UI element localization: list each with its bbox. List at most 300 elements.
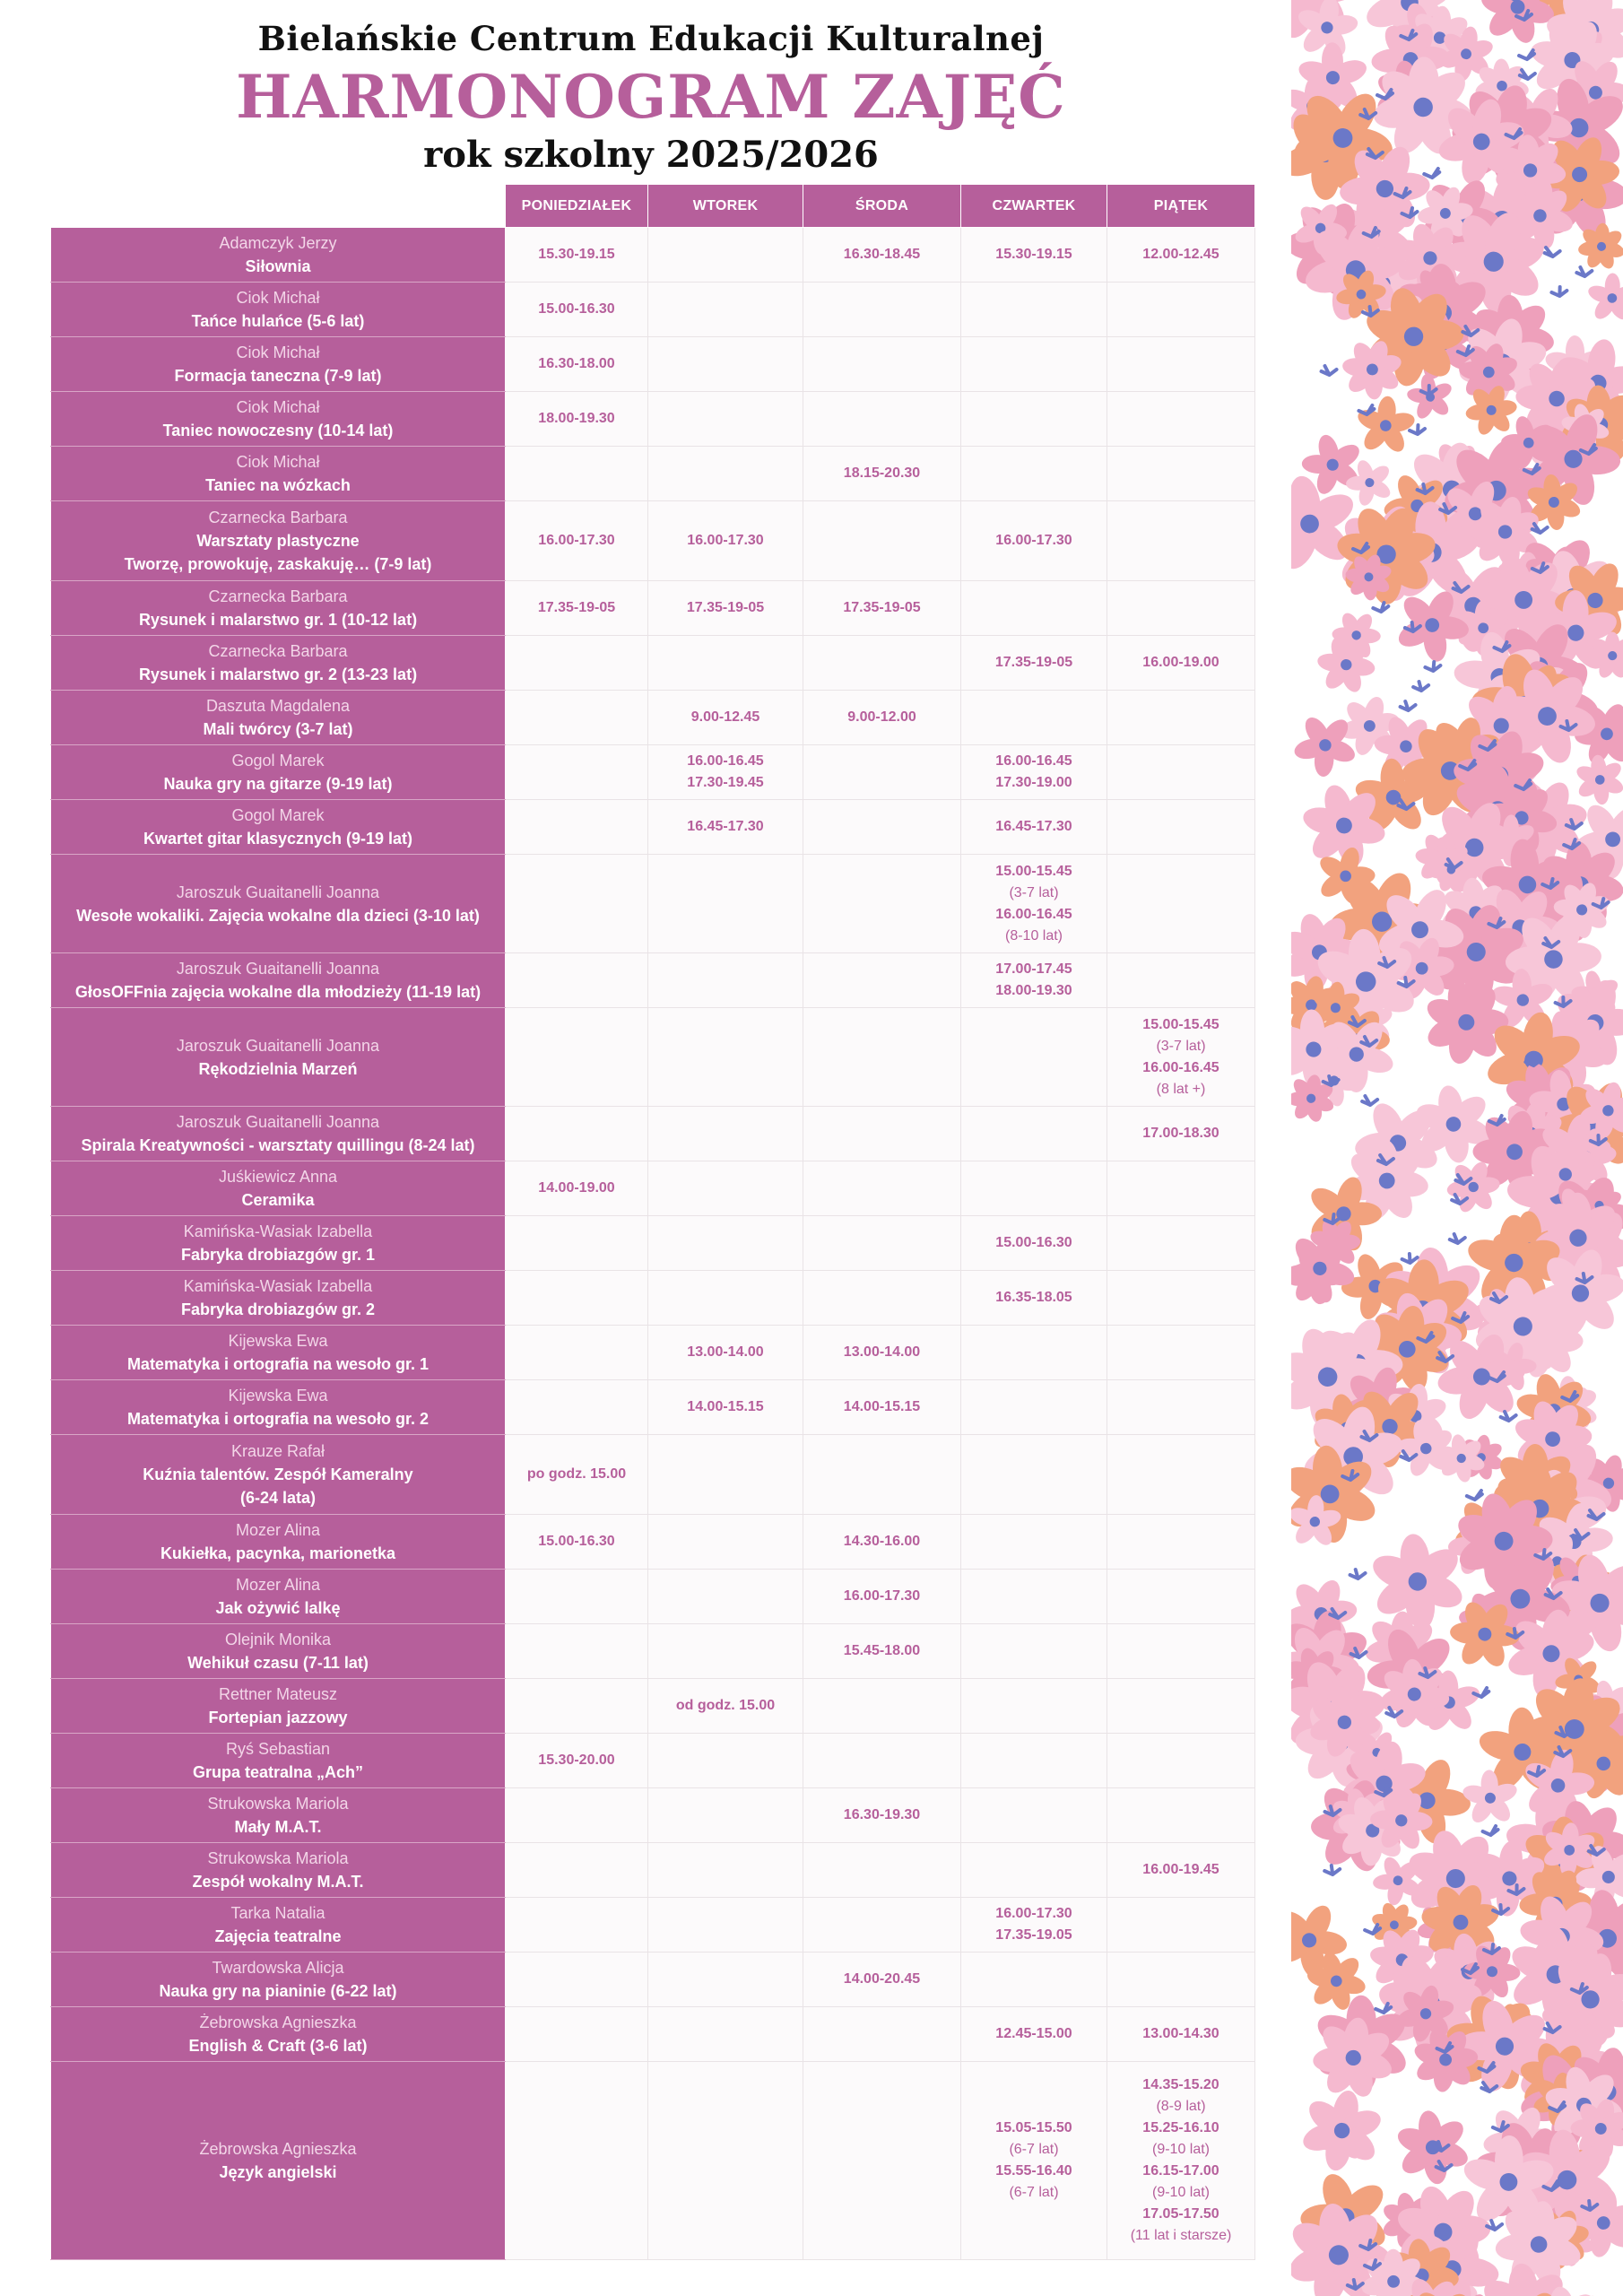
day-header-monday: PONIEDZIAŁEK <box>506 185 648 228</box>
time-cell-thursday <box>961 447 1107 501</box>
activity-cell <box>51 1435 506 1515</box>
time-cell-monday <box>506 1161 648 1216</box>
time-cell-tuesday <box>648 2062 803 2260</box>
time-slot: 16.30-18.00 <box>538 356 615 371</box>
page-title: HARMONOGRAM ZAJĘĆ <box>236 62 1066 132</box>
activity-cell <box>51 392 506 447</box>
petal <box>1596 2292 1623 2296</box>
time-cell-monday <box>506 2062 648 2260</box>
time-slot: 17.35-19-05 <box>994 655 1073 670</box>
schedule-row <box>51 447 1255 501</box>
activity-name: Fabryka drobiazgów gr. 2 <box>180 1300 376 1318</box>
time-slot: 17.30-19.00 <box>995 775 1072 790</box>
activity-cell <box>51 1843 506 1898</box>
time-cell-wednesday <box>803 636 961 691</box>
floral-border <box>1291 0 1623 2296</box>
time-cell-thursday <box>961 1271 1107 1326</box>
time-slot: 15.05-15.50 <box>995 2120 1072 2135</box>
time-cell-thursday <box>961 1326 1107 1380</box>
time-slot: 17.35-19.05 <box>995 1927 1072 1943</box>
activity-cell <box>51 228 506 283</box>
time-cell-friday <box>1107 2062 1255 2260</box>
schedule-row <box>51 745 1255 800</box>
blue-stamen <box>1413 682 1428 691</box>
instructor-name: Ciok Michał <box>236 453 320 471</box>
time-cell-thursday <box>961 691 1107 745</box>
time-cell-wednesday <box>803 1679 961 1734</box>
activity-cell <box>51 1570 506 1624</box>
time-slot: 14.30-16.00 <box>843 1534 921 1549</box>
time-slot: 16.00-19.00 <box>1142 655 1219 670</box>
activity-cell <box>51 1161 506 1216</box>
time-slot: 15.00-16.30 <box>995 1235 1072 1250</box>
instructor-name: Żebrowska Agnieszka <box>199 2013 357 2031</box>
time-cell-tuesday <box>648 1898 803 1952</box>
instructor-name: Gogol Marek <box>231 806 325 824</box>
schedule-body <box>51 228 1255 2260</box>
corner-cell <box>51 185 506 228</box>
time-cell-friday <box>1107 1326 1255 1380</box>
time-cell-thursday <box>961 501 1107 581</box>
activity-name: Formacja taneczna (7-9 lat) <box>174 367 382 385</box>
schedule-row <box>51 1161 1255 1216</box>
time-cell-tuesday <box>648 1435 803 1515</box>
time-slot: 18.00-19.30 <box>538 411 615 426</box>
time-cell-wednesday <box>803 1216 961 1271</box>
instructor-name: Czarnecka Barbara <box>208 642 348 660</box>
blue-stamen <box>1483 1826 1498 1835</box>
time-cell-thursday <box>961 1843 1107 1898</box>
time-cell-monday <box>506 2007 648 2062</box>
time-cell-friday <box>1107 953 1255 1008</box>
day-header-friday: PIĄTEK <box>1107 185 1255 228</box>
instructor-name: Ciok Michał <box>236 344 320 361</box>
time-cell-friday <box>1107 2007 1255 2062</box>
activity-cell <box>51 1679 506 1734</box>
time-cell-wednesday <box>803 1570 961 1624</box>
time-slot: 17.35-19-05 <box>843 600 921 615</box>
time-cell-monday <box>506 581 648 636</box>
activity-cell <box>51 1952 506 2007</box>
time-cell-friday <box>1107 1161 1255 1216</box>
time-cell-thursday <box>961 1570 1107 1624</box>
time-slot: 17.30-19.45 <box>687 775 764 790</box>
time-cell-wednesday <box>803 337 961 392</box>
time-cell-tuesday <box>648 1624 803 1679</box>
time-cell-thursday <box>961 392 1107 447</box>
instructor-name: Żebrowska Agnieszka <box>199 2140 357 2158</box>
time-cell-thursday <box>961 337 1107 392</box>
time-slot: 16.00-17.30 <box>538 533 615 548</box>
time-cell-friday <box>1107 1843 1255 1898</box>
schedule-row <box>51 1679 1255 1734</box>
schedule-row <box>51 1898 1255 1952</box>
time-cell-monday <box>506 1271 648 1326</box>
instructor-name: Gogol Marek <box>231 752 325 770</box>
time-cell-monday <box>506 337 648 392</box>
schedule-row <box>51 1271 1255 1326</box>
schedule-row <box>51 337 1255 392</box>
time-cell-friday <box>1107 1679 1255 1734</box>
time-cell-monday <box>506 1898 648 1952</box>
schedule-row <box>51 2062 1255 2260</box>
time-cell-thursday <box>961 1008 1107 1107</box>
time-cell-monday <box>506 855 648 953</box>
time-cell-thursday <box>961 581 1107 636</box>
activity-name: Fortepian jazzowy <box>208 1709 348 1726</box>
schedule-row <box>51 1326 1255 1380</box>
time-cell-tuesday <box>648 1952 803 2007</box>
time-cell-tuesday <box>648 1271 803 1326</box>
activity-cell <box>51 1898 506 1952</box>
blue-stamen <box>1487 2221 1502 2230</box>
time-cell-friday <box>1107 1107 1255 1161</box>
time-slot: 15.00-15.45 <box>995 863 1072 879</box>
activity-cell <box>51 1380 506 1435</box>
activity-cell <box>51 2007 506 2062</box>
time-cell-tuesday <box>648 447 803 501</box>
time-cell-wednesday <box>803 691 961 745</box>
center-name: Bielańskie Centrum Edukacji Kulturalnej <box>257 19 1045 58</box>
time-slot: po godz. 15.00 <box>526 1466 627 1482</box>
activity-cell <box>51 1271 506 1326</box>
time-cell-tuesday <box>648 337 803 392</box>
activity-cell <box>51 581 506 636</box>
age-group: (8 lat +) <box>1156 1081 1206 1097</box>
activity-name: Rysunek i malarstwo gr. 1 (10-12 lat) <box>138 611 418 629</box>
time-cell-wednesday <box>803 1008 961 1107</box>
time-slot: 17.35-19-05 <box>686 600 765 615</box>
time-cell-friday <box>1107 283 1255 337</box>
instructor-name: Kijewska Ewa <box>228 1332 328 1350</box>
time-cell-monday <box>506 745 648 800</box>
time-cell-tuesday <box>648 1515 803 1570</box>
time-cell-thursday <box>961 953 1107 1008</box>
schedule-row <box>51 1952 1255 2007</box>
time-cell-monday <box>506 1326 648 1380</box>
time-cell-wednesday <box>803 855 961 953</box>
time-cell-thursday <box>961 1898 1107 1952</box>
time-cell-friday <box>1107 337 1255 392</box>
time-slot: 17.05-17.50 <box>1142 2206 1219 2222</box>
time-cell-friday <box>1107 1515 1255 1570</box>
blue-stamen <box>1545 248 1560 257</box>
time-cell-wednesday <box>803 1107 961 1161</box>
time-cell-thursday <box>961 800 1107 855</box>
time-cell-thursday <box>961 1679 1107 1734</box>
time-cell-wednesday <box>803 1271 961 1326</box>
time-cell-thursday <box>961 2062 1107 2260</box>
time-cell-wednesday <box>803 447 961 501</box>
schedule-row <box>51 2007 1255 2062</box>
school-year: rok szkolny 2025/2026 <box>423 134 879 176</box>
blue-stamen <box>1520 70 1535 79</box>
time-cell-wednesday <box>803 1326 961 1380</box>
time-slot: 16.45-17.30 <box>687 819 764 834</box>
time-cell-monday <box>506 800 648 855</box>
time-cell-monday <box>506 1679 648 1734</box>
time-cell-tuesday <box>648 691 803 745</box>
activity-name: Fabryka drobiazgów gr. 1 <box>180 1246 376 1264</box>
activity-name: Jak ożywić lalkę <box>215 1599 341 1617</box>
activity-name: Rysunek i malarstwo gr. 2 (13-23 lat) <box>138 665 418 683</box>
activity-name: Siłownia <box>245 257 311 275</box>
time-cell-tuesday <box>648 1679 803 1734</box>
time-slot: 14.00-19.00 <box>538 1180 615 1196</box>
activity-name: Matematyka i ortografia na wesoło gr. 2 <box>126 1410 430 1428</box>
time-cell-monday <box>506 1734 648 1788</box>
time-slot: 15.30-19.15 <box>995 247 1072 262</box>
time-slot: 18.15-20.30 <box>843 465 921 481</box>
time-cell-friday <box>1107 855 1255 953</box>
instructor-name: Twardowska Alicja <box>212 1959 344 1977</box>
time-cell-monday <box>506 392 648 447</box>
activity-name: Warsztaty plastyczne <box>196 532 360 550</box>
time-slot: 16.35-18.05 <box>995 1290 1072 1305</box>
time-cell-monday <box>506 1107 648 1161</box>
time-cell-thursday <box>961 636 1107 691</box>
time-cell-wednesday <box>803 1788 961 1843</box>
time-cell-tuesday <box>648 953 803 1008</box>
activity-name: Nauka gry na pianinie (6-22 lat) <box>159 1982 397 2000</box>
time-cell-monday <box>506 1380 648 1435</box>
day-header-wednesday: ŚRODA <box>803 185 961 228</box>
age-group: (9-10 lat) <box>1151 2185 1211 2200</box>
age-group: (8-10 lat) <box>1004 927 1063 944</box>
schedule-row <box>51 392 1255 447</box>
time-cell-monday <box>506 447 648 501</box>
instructor-name: Tarka Natalia <box>230 1904 325 1922</box>
time-cell-monday <box>506 1624 648 1679</box>
schedule-row <box>51 283 1255 337</box>
schedule-row <box>51 581 1255 636</box>
activity-name: Wehikuł czasu (7-11 lat) <box>187 1654 369 1672</box>
time-cell-thursday <box>961 1380 1107 1435</box>
instructor-name: Jaroszuk Guaitanelli Joanna <box>176 883 380 901</box>
time-cell-tuesday <box>648 1734 803 1788</box>
instructor-name: Mozer Alina <box>235 1521 321 1539</box>
activity-name: English & Craft (3-6 lat) <box>188 2037 368 2055</box>
schedule-row <box>51 1788 1255 1843</box>
instructor-name: Adamczyk Jerzy <box>219 234 337 252</box>
blue-stamen <box>1401 701 1416 710</box>
time-cell-friday <box>1107 1380 1255 1435</box>
time-slot: 16.15-17.00 <box>1142 2163 1219 2179</box>
time-slot: 15.45-18.00 <box>843 1643 921 1658</box>
time-slot: 16.45-17.30 <box>995 819 1072 834</box>
time-slot: 13.00-14.30 <box>1142 2026 1219 2041</box>
time-cell-wednesday <box>803 745 961 800</box>
time-slot: 16.30-18.45 <box>843 247 921 262</box>
activity-name: GłosOFFnia zajęcia wokalne dla młodzieży (11-19 lat) <box>74 983 482 1001</box>
time-cell-thursday <box>961 283 1107 337</box>
age-group: (6-7 lat) <box>1009 2185 1059 2200</box>
time-slot: 13.00-14.00 <box>687 1344 764 1360</box>
instructor-name: Jaroszuk Guaitanelli Joanna <box>176 1036 380 1055</box>
time-slot: 17.00-18.30 <box>1142 1126 1219 1141</box>
time-cell-thursday <box>961 228 1107 283</box>
schedule-table <box>50 184 1255 2260</box>
time-cell-thursday <box>961 1515 1107 1570</box>
time-cell-tuesday <box>648 228 803 283</box>
time-cell-monday <box>506 1216 648 1271</box>
activity-cell <box>51 337 506 392</box>
blue-stamen <box>1425 662 1440 671</box>
time-cell-thursday <box>961 1107 1107 1161</box>
time-cell-monday <box>506 636 648 691</box>
time-cell-friday <box>1107 1271 1255 1326</box>
time-slot: 15.00-16.30 <box>538 301 615 317</box>
page-header <box>50 16 1252 178</box>
time-cell-tuesday <box>648 392 803 447</box>
activity-cell <box>51 1624 506 1679</box>
instructor-name: Kamińska-Wasiak Izabella <box>183 1277 373 1295</box>
instructor-name: Daszuta Magdalena <box>205 697 351 715</box>
time-cell-wednesday <box>803 283 961 337</box>
activity-cell <box>51 953 506 1008</box>
flower-shape <box>1291 2078 1393 2183</box>
time-slot: 15.30-19.15 <box>538 247 615 262</box>
instructor-name: Jaroszuk Guaitanelli Joanna <box>176 960 380 978</box>
time-cell-friday <box>1107 1624 1255 1679</box>
instructor-name: Jaroszuk Guaitanelli Joanna <box>176 1113 380 1131</box>
blue-stamen <box>1402 1254 1418 1263</box>
time-cell-tuesday <box>648 283 803 337</box>
time-cell-tuesday <box>648 855 803 953</box>
time-cell-tuesday <box>648 1380 803 1435</box>
schedule-row <box>51 1734 1255 1788</box>
blue-stamen <box>1519 50 1534 59</box>
schedule-row <box>51 1624 1255 1679</box>
blue-stamen <box>1324 1866 1340 1874</box>
activity-name: (6-24 lata) <box>239 1489 317 1507</box>
time-cell-thursday <box>961 855 1107 953</box>
time-slot: 16.00-17.30 <box>995 1906 1072 1921</box>
instructor-name: Kamińska-Wasiak Izabella <box>183 1222 373 1240</box>
time-cell-wednesday <box>803 1435 961 1515</box>
schedule-row <box>51 800 1255 855</box>
activity-name: Ceramika <box>241 1191 315 1209</box>
time-slot: 15.25-16.10 <box>1142 2120 1219 2135</box>
time-cell-wednesday <box>803 1952 961 2007</box>
time-slot: 17.35-19-05 <box>537 600 616 615</box>
time-slot: 15.00-16.30 <box>538 1534 615 1549</box>
age-group: (6-7 lat) <box>1009 2142 1059 2157</box>
schedule-row <box>51 1216 1255 1271</box>
time-slot: 16.30-19.30 <box>843 1807 921 1822</box>
time-cell-tuesday <box>648 1216 803 1271</box>
time-slot: 16.00-17.30 <box>687 533 764 548</box>
activity-cell <box>51 800 506 855</box>
time-slot: 16.00-16.45 <box>995 906 1072 922</box>
activity-name: Matematyka i ortografia na wesoło gr. 1 <box>126 1355 430 1373</box>
time-cell-monday <box>506 1788 648 1843</box>
activity-cell <box>51 1107 506 1161</box>
activity-name: Rękodzielnia Marzeń <box>198 1059 358 1078</box>
time-cell-tuesday <box>648 2007 803 2062</box>
time-slot: 15.55-16.40 <box>995 2163 1072 2179</box>
time-slot: 14.00-15.15 <box>843 1399 921 1414</box>
schedule-row <box>51 1570 1255 1624</box>
time-slot: od godz. 15.00 <box>675 1698 776 1713</box>
time-slot: 16.00-17.30 <box>843 1588 921 1604</box>
time-cell-thursday <box>961 2007 1107 2062</box>
blue-stamen <box>1350 1570 1366 1578</box>
time-cell-monday <box>506 1570 648 1624</box>
time-cell-wednesday <box>803 1515 961 1570</box>
time-slot: 9.00-12.00 <box>847 709 916 725</box>
instructor-name: Rettner Mateusz <box>218 1685 338 1703</box>
day-header-row <box>51 185 1255 228</box>
activity-cell <box>51 283 506 337</box>
activity-cell <box>51 1515 506 1570</box>
time-slot: 15.30-20.00 <box>538 1752 615 1768</box>
schedule-row <box>51 501 1255 581</box>
time-slot: 16.00-16.45 <box>1142 1059 1219 1075</box>
time-cell-wednesday <box>803 2007 961 2062</box>
time-cell-tuesday <box>648 1161 803 1216</box>
time-cell-friday <box>1107 1008 1255 1107</box>
time-cell-monday <box>506 283 648 337</box>
instructor-name: Olejnik Monika <box>224 1631 332 1648</box>
time-slot: 17.00-17.45 <box>995 961 1072 977</box>
time-cell-friday <box>1107 228 1255 283</box>
time-cell-friday <box>1107 447 1255 501</box>
time-cell-tuesday <box>648 1843 803 1898</box>
time-slot: 12.00-12.45 <box>1142 247 1219 262</box>
time-cell-monday <box>506 1008 648 1107</box>
time-cell-monday <box>506 1515 648 1570</box>
time-cell-friday <box>1107 1216 1255 1271</box>
activity-name: Taniec na wózkach <box>205 476 351 494</box>
time-cell-wednesday <box>803 1843 961 1898</box>
activity-cell <box>51 1788 506 1843</box>
time-cell-friday <box>1107 1898 1255 1952</box>
schedule-row <box>51 1515 1255 1570</box>
blue-stamen <box>1467 1491 1482 1500</box>
blue-stamen <box>1501 1412 1516 1421</box>
time-cell-tuesday <box>648 581 803 636</box>
flower-shape <box>1572 752 1623 807</box>
day-header-thursday: CZWARTEK <box>961 185 1107 228</box>
time-cell-thursday <box>961 1788 1107 1843</box>
age-group: (8-9 lat) <box>1156 2099 1206 2114</box>
blue-stamen <box>1551 287 1567 296</box>
activity-name: Kwartet gitar klasycznych (9-19 lat) <box>143 830 413 848</box>
time-cell-tuesday <box>648 636 803 691</box>
schedule-row <box>51 953 1255 1008</box>
activity-cell <box>51 447 506 501</box>
time-slot: 16.00-19.45 <box>1142 1862 1219 1877</box>
activity-cell <box>51 1008 506 1107</box>
time-cell-monday <box>506 1435 648 1515</box>
time-cell-friday <box>1107 691 1255 745</box>
time-slot: 12.45-15.00 <box>995 2026 1072 2041</box>
activity-name: Grupa teatralna „Ach” <box>192 1763 364 1781</box>
time-cell-friday <box>1107 800 1255 855</box>
time-cell-friday <box>1107 581 1255 636</box>
activity-name: Zespół wokalny M.A.T. <box>192 1873 364 1891</box>
time-cell-thursday <box>961 745 1107 800</box>
time-cell-tuesday <box>648 1326 803 1380</box>
time-cell-monday <box>506 1843 648 1898</box>
age-group: (3-7 lat) <box>1009 884 1059 900</box>
activity-name: Tworzę, prowokuję, zaskakuję… (7-9 lat) <box>124 555 432 573</box>
time-cell-friday <box>1107 1570 1255 1624</box>
activity-cell <box>51 691 506 745</box>
time-slot: 14.35-15.20 <box>1142 2077 1219 2092</box>
blue-stamen <box>1450 1234 1465 1243</box>
